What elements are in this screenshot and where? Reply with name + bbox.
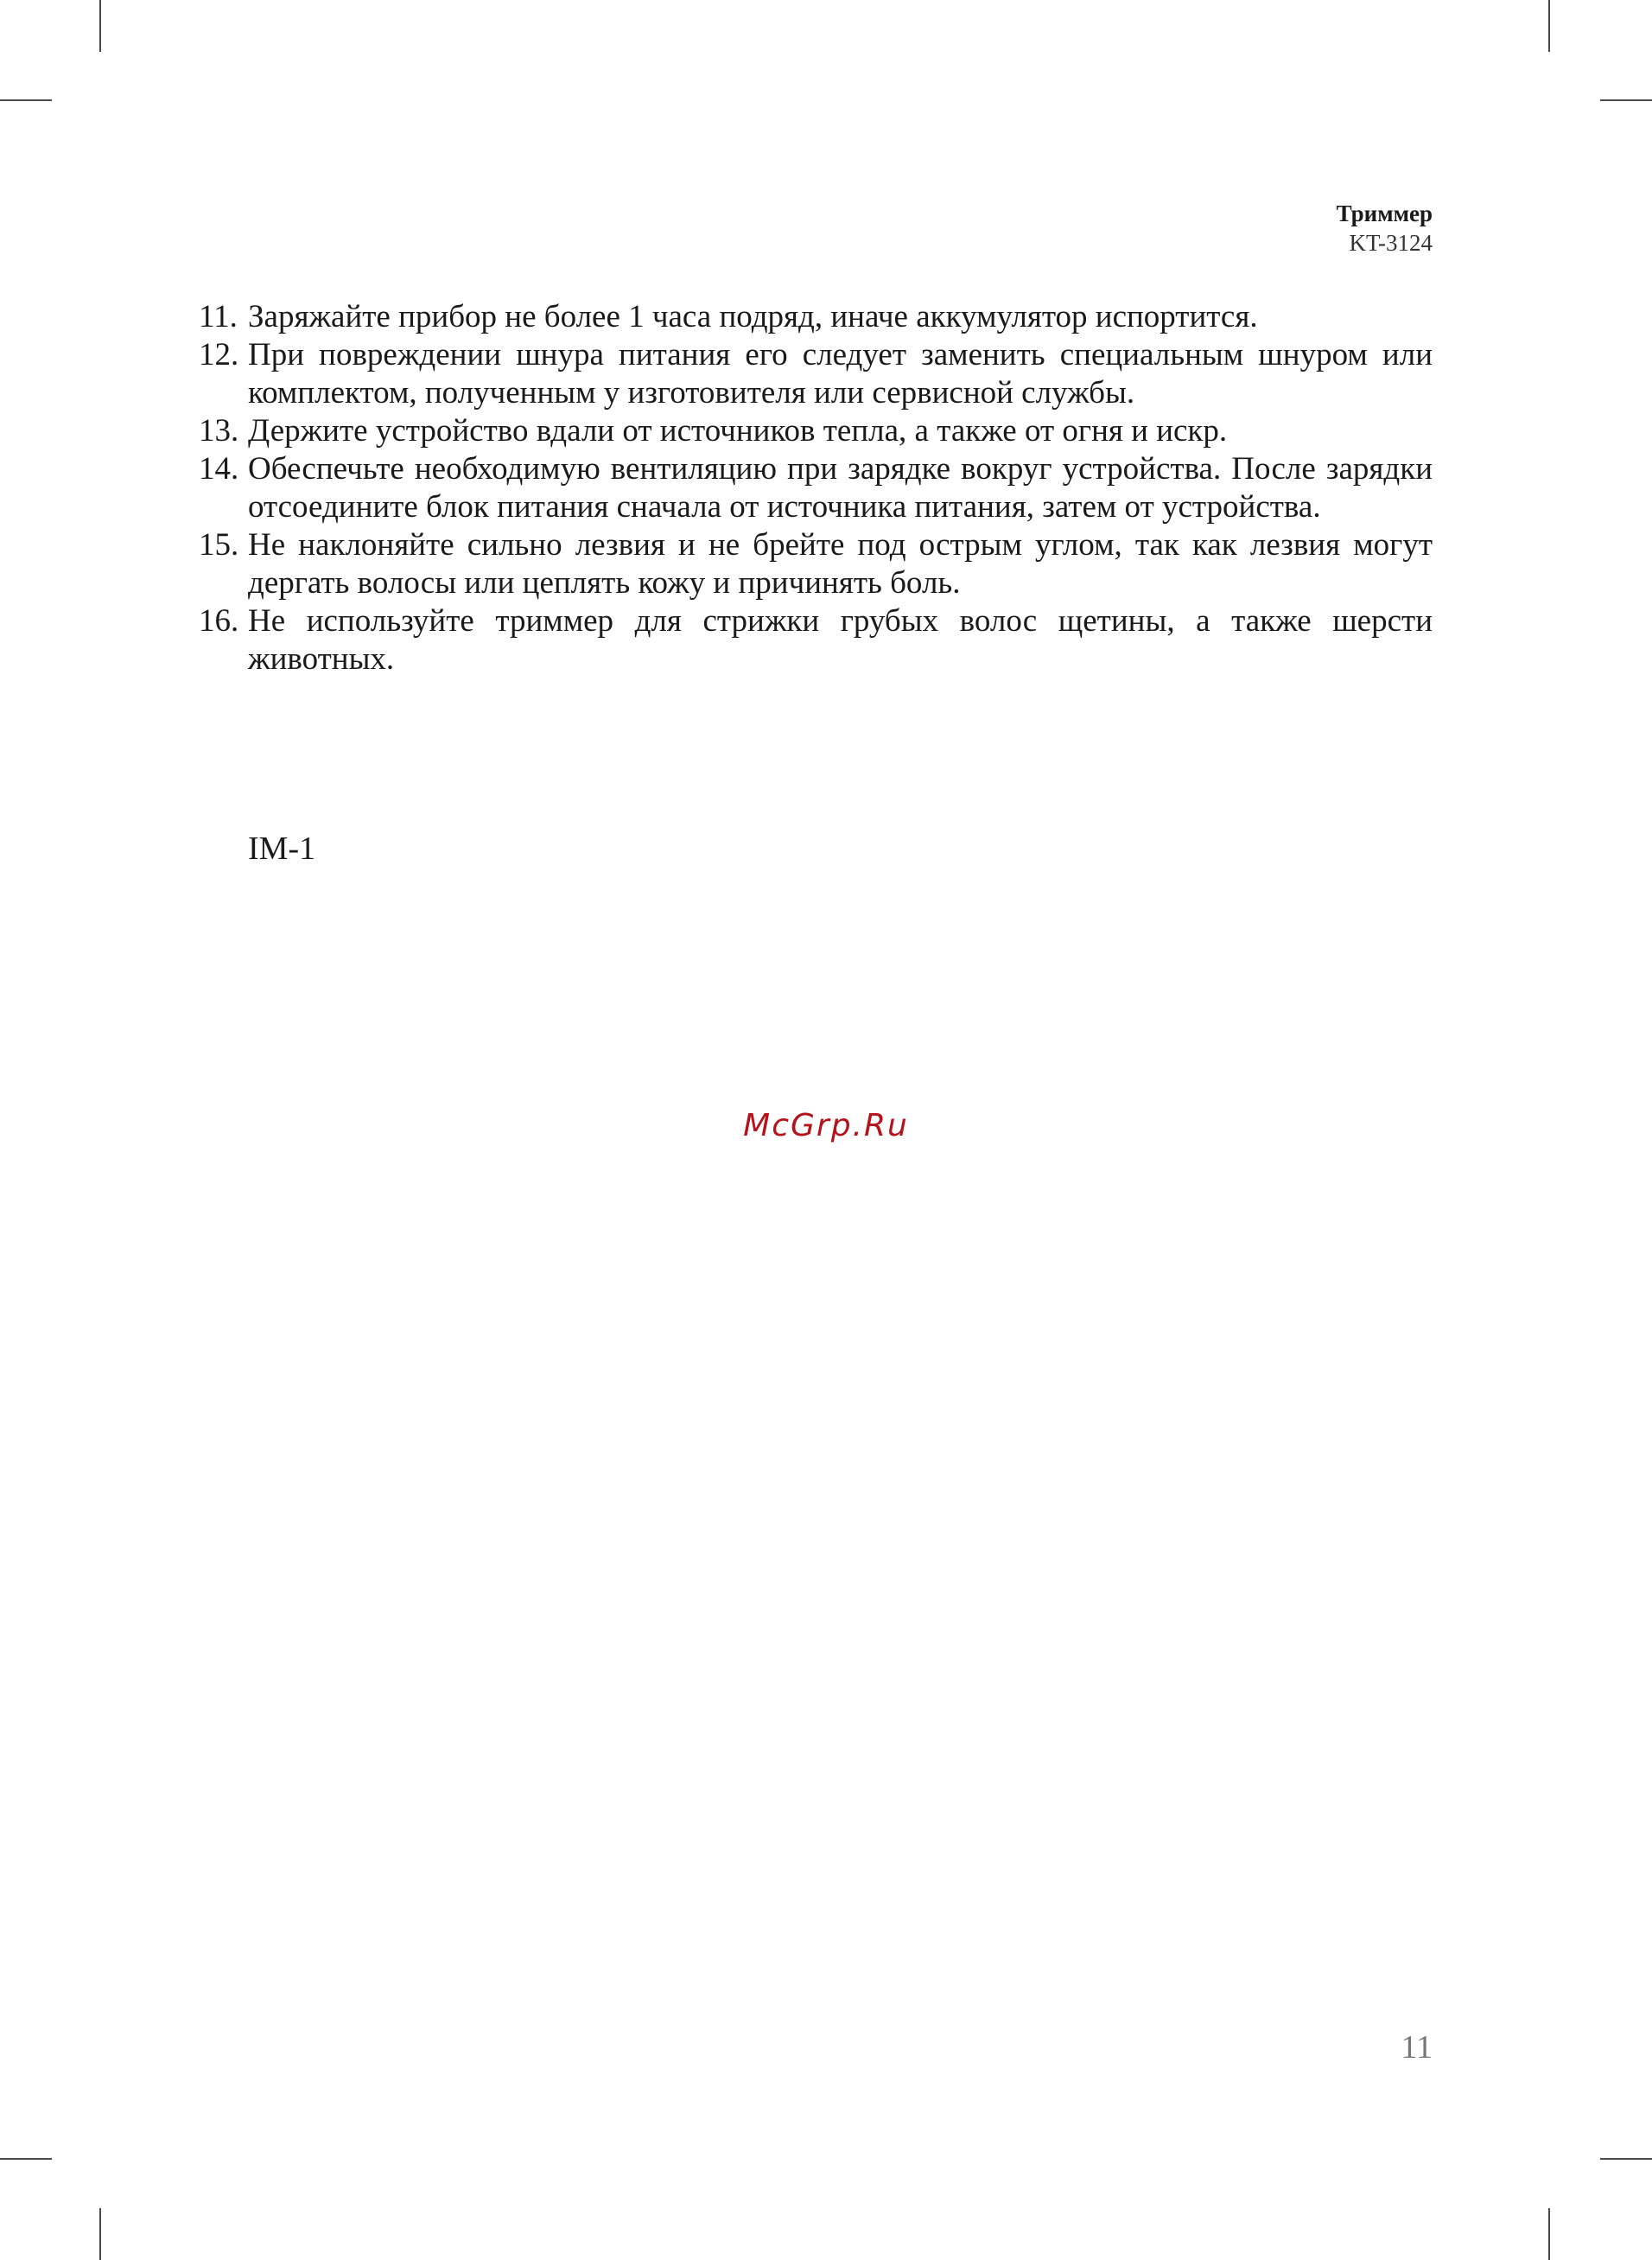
crop-mark-right-top — [1600, 99, 1652, 101]
crop-mark-right-bottom — [1600, 2158, 1652, 2160]
watermark: McGrp.Ru — [743, 1108, 909, 1143]
crop-mark-left-bottom — [0, 2158, 52, 2160]
item-text: При повреждении шнура питания его следует заменить специальным шнуром или комплектом, полученным у изготовителя или сервисной службы. — [248, 337, 1433, 411]
item-number: 11. — [199, 299, 238, 334]
item-number: 13. — [199, 413, 239, 449]
item-text: Обеспечьте необходимую вентиляцию при зарядке вокруг устройства. После зарядки отсоедините блок питания сначала от источника питания, затем от устройства. — [248, 451, 1433, 525]
crop-mark-top-right — [1548, 0, 1550, 52]
page-header — [1337, 199, 1433, 258]
list-item — [199, 602, 1433, 678]
item-number: 16. — [199, 603, 239, 639]
item-number: 12. — [199, 337, 239, 372]
item-number: 15. — [199, 527, 239, 563]
crop-mark-top-left — [99, 0, 101, 52]
item-text: Не наклоняйте сильно лезвия и не брейте под острым углом, так как лезвия могут дергать волосы или цеплять кожу и причинять боль. — [248, 527, 1433, 601]
page-number: 11 — [1401, 2029, 1433, 2066]
crop-mark-left-top — [0, 99, 52, 101]
item-text: Держите устройство вдали от источников тепла, а также от огня и искр. — [248, 413, 1228, 449]
list-item — [199, 298, 1433, 336]
crop-mark-bottom-right — [1548, 2208, 1550, 2260]
item-text: Заряжайте прибор не более 1 часа подряд, иначе аккумулятор испортится. — [248, 299, 1258, 334]
item-number: 14. — [199, 451, 239, 487]
product-model: KT-3124 — [1349, 230, 1433, 256]
list-item — [199, 412, 1433, 450]
list-item — [199, 450, 1433, 526]
list-item — [199, 336, 1433, 412]
crop-mark-bottom-left — [99, 2208, 101, 2260]
product-title: Триммер — [1336, 201, 1433, 226]
safety-instructions-list — [199, 298, 1433, 678]
list-item — [199, 526, 1433, 602]
im-label: IM-1 — [248, 831, 316, 867]
item-text: Не используйте триммер для стрижки грубых волос щетины, а также шерсти животных. — [248, 603, 1433, 677]
